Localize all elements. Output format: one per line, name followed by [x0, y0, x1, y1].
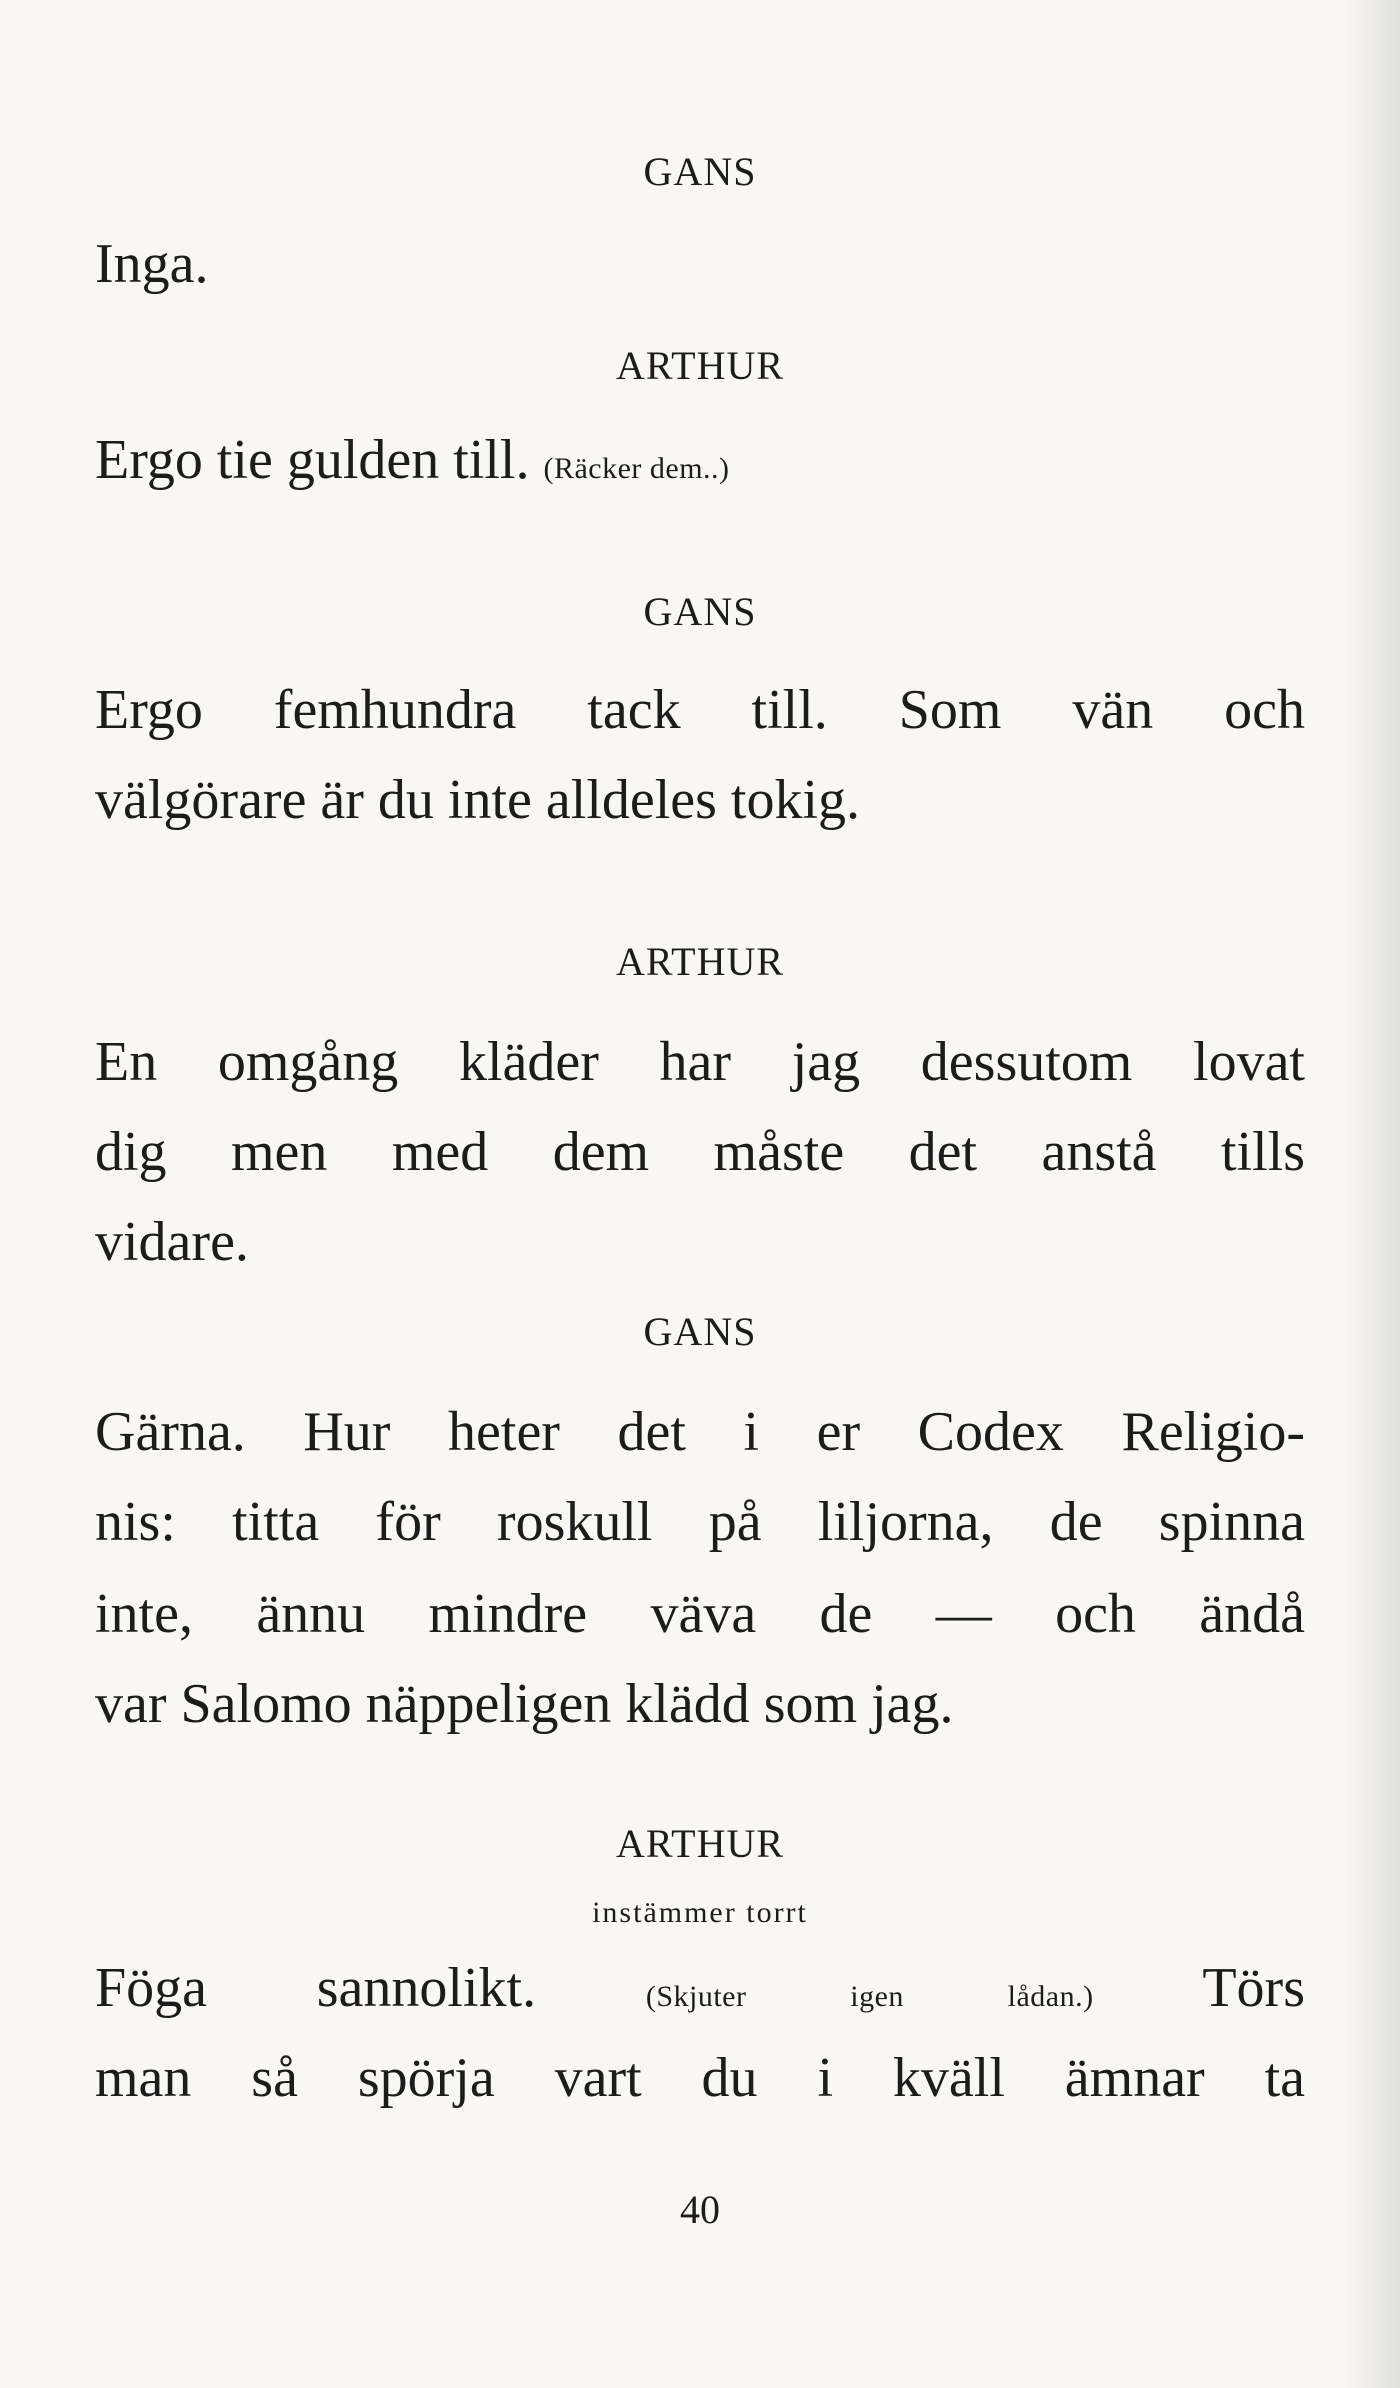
dialogue-speech: Föga sannolikt.	[95, 1957, 537, 2019]
dialogue-speech: Ergo tie gulden till.	[95, 429, 530, 491]
dialogue-line: inte, ännu mindre väva de — och ändå	[95, 1583, 1305, 1645]
dialogue-line: Inga.	[95, 233, 209, 295]
speaker-name: ARTHUR	[615, 939, 785, 984]
speaker-name: ARTHUR	[615, 343, 785, 388]
page-number: 40	[680, 2187, 720, 2232]
dialogue-line: dig men med dem måste det anstå tills	[95, 1121, 1305, 1183]
dialogue-line	[95, 428, 1305, 501]
speaker-name: ARTHUR	[615, 1821, 785, 1866]
dialogue-line: var Salomo näppeligen klädd som jag.	[95, 1673, 954, 1735]
dialogue-line: man så spörja vart du i kväll ämnar ta	[95, 2047, 1305, 2109]
stage-direction: instämmer torrt	[592, 1896, 808, 1929]
speaker-name: GANS	[643, 149, 757, 194]
dialogue-line: Gärna. Hur heter det i er Codex Religio-	[95, 1401, 1305, 1463]
stage-direction: (Skjuter igen lådan.)	[645, 1980, 1094, 2013]
dialogue-line	[95, 1956, 1305, 2029]
dialogue-speech: Törs	[1202, 1957, 1305, 2019]
dialogue-line: En omgång kläder har jag dessutom lovat	[95, 1031, 1305, 1093]
dialogue-line: Ergo femhundra tack till. Som vän och	[95, 679, 1305, 741]
speaker-name: GANS	[643, 589, 757, 634]
speaker-name: GANS	[643, 1309, 757, 1354]
dialogue-line: vidare.	[95, 1211, 249, 1273]
dialogue-line: välgörare är du inte alldeles tokig.	[95, 769, 861, 831]
dialogue-line: nis: titta för roskull på liljorna, de spinna	[95, 1491, 1305, 1553]
stage-direction: (Räcker dem..)	[543, 452, 730, 485]
